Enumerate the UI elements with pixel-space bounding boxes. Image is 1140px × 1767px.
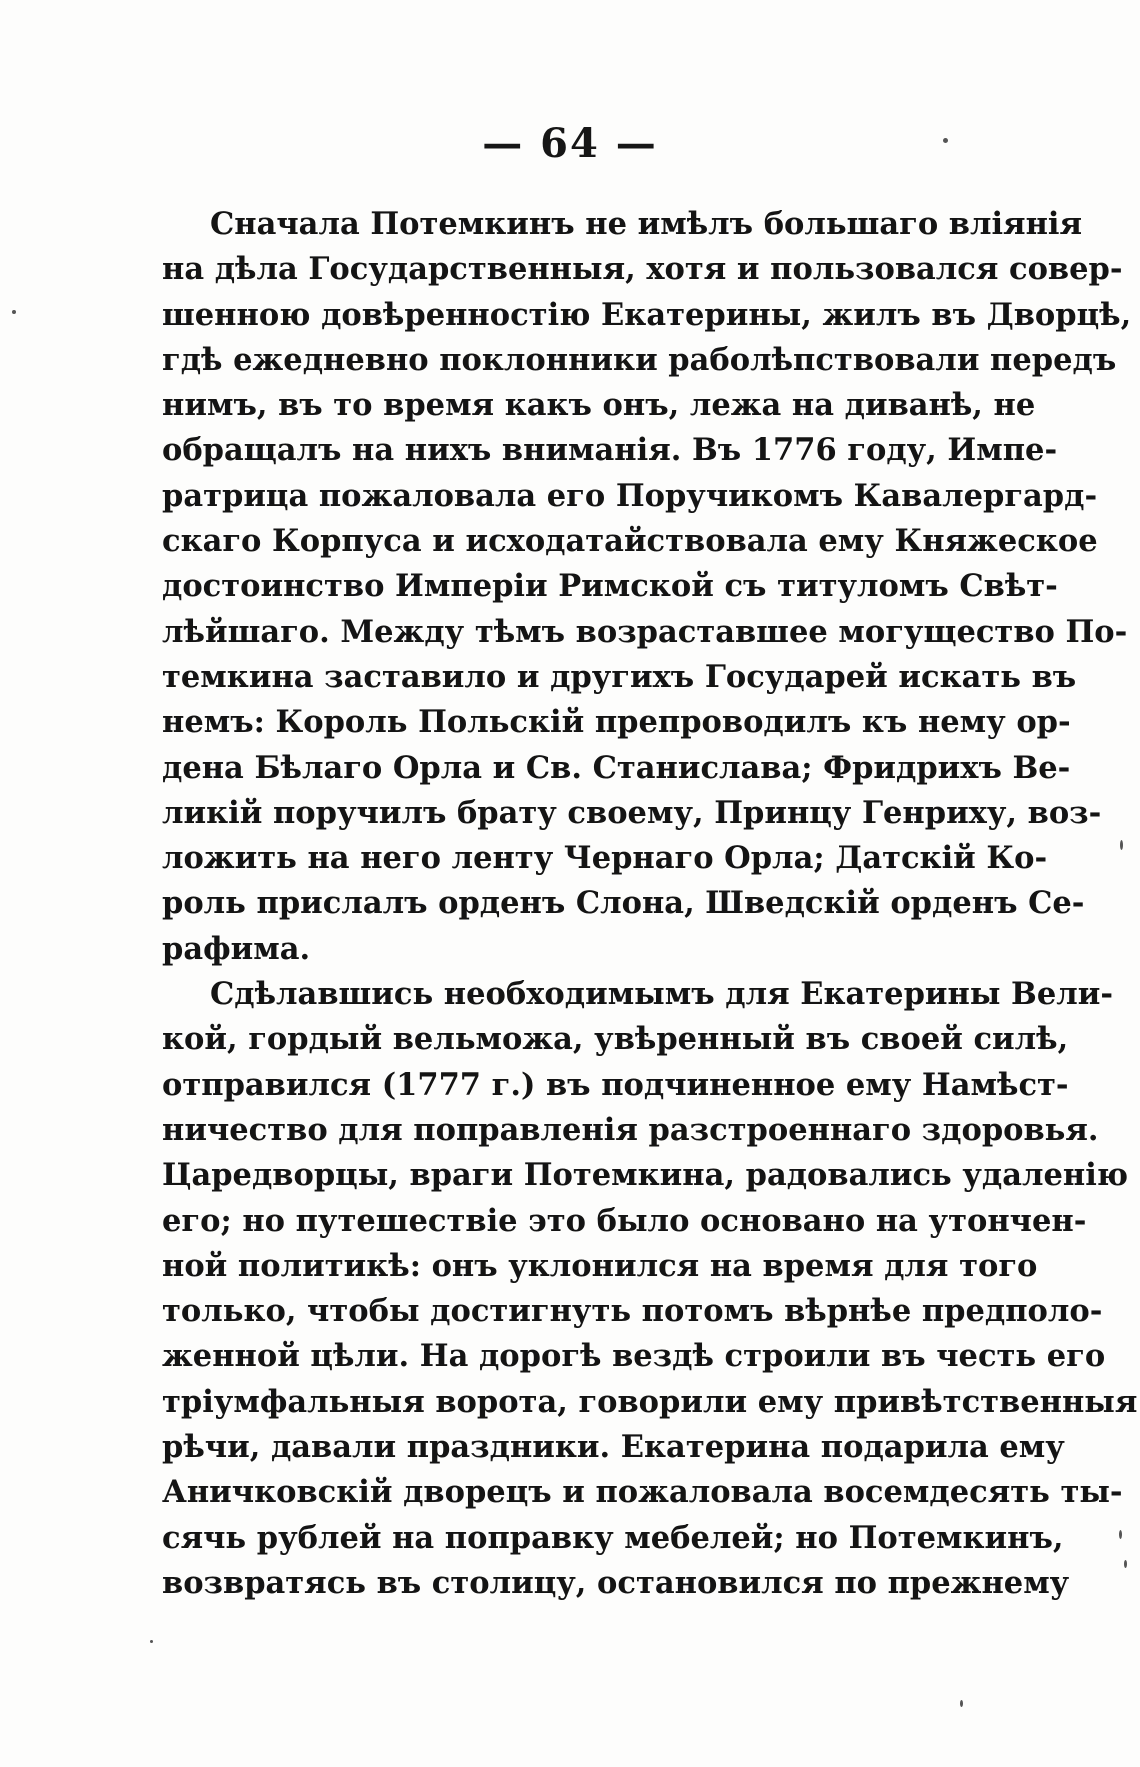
text-line: обращалъ на нихъ вниманія. Въ 1776 году, Импе- <box>162 432 1058 469</box>
scan-speck <box>1120 840 1123 850</box>
text-line: на дѣла Государственныя, хотя и пользовался совер- <box>162 251 1123 288</box>
text-line: ложить на него ленту Чернаго Орла; Датскій Ко- <box>162 840 1048 877</box>
scan-speck <box>960 1700 963 1707</box>
text-body <box>162 202 1138 1606</box>
scan-speck <box>12 310 16 314</box>
text-line: только, чтобы достигнуть потомъ вѣрнѣе предполо- <box>162 1293 1103 1330</box>
text-line: достоинство Имперіи Римской съ титуломъ Свѣт- <box>162 568 1058 605</box>
scan-speck <box>150 1640 153 1643</box>
text-line: Царедворцы, враги Потемкина, радовались удаленію <box>162 1157 1129 1194</box>
text-line: роль прислалъ орденъ Слона, Шведскій орденъ Се- <box>162 885 1085 922</box>
text-line: ратрица пожаловала его Поручикомъ Кавалергард- <box>162 477 1098 514</box>
text-line: возвратясь въ столицу, остановился по прежнему <box>162 1564 1070 1601</box>
text-line: Сначала Потемкинъ не имѣлъ большаго вліянія <box>210 206 1083 242</box>
text-line: тріумфальныя ворота, говорили ему привѣтственныя <box>162 1383 1138 1420</box>
text-line: нимъ, въ то время какъ онъ, лежа на диванѣ, не <box>162 387 1036 424</box>
scan-speck <box>1124 1560 1127 1568</box>
text-line: ничество для поправленія разстроеннаго здоровья. <box>162 1111 1099 1148</box>
paragraph-2 <box>162 972 1138 1606</box>
text-line: ной политикѣ: онъ уклонился на время для того <box>162 1247 1038 1284</box>
text-line: немъ: Король Польскій препроводилъ къ нему ор- <box>162 704 1071 741</box>
text-line: его; но путешествіе это было основано на утончен- <box>162 1202 1087 1239</box>
text-line: кой, гордый вельможа, увѣренный въ своей силѣ, <box>162 1021 1069 1058</box>
text-line: рафима. <box>162 930 311 967</box>
text-line: темкина заставило и другихъ Государей искать въ <box>162 658 1077 695</box>
page-number: — 64 — <box>482 120 658 167</box>
text-line: ликій поручилъ брату своему, Принцу Генриху, воз- <box>162 794 1102 831</box>
text-line: женной цѣли. На дорогѣ вездѣ строили въ честь его <box>162 1338 1106 1375</box>
text-line: гдѣ ежедневно поклонники раболѣпствовали передъ <box>162 341 1117 378</box>
text-line: шенною довѣренностію Екатерины, жилъ въ Дворцѣ, <box>162 296 1132 333</box>
paragraph-1 <box>162 202 1132 972</box>
text-line: Сдѣлавшись необходимымъ для Екатерины Вели- <box>210 976 1114 1013</box>
scan-speck <box>943 138 948 143</box>
text-line: скаго Корпуса и исходатайствовала ему Княжеское <box>162 523 1098 560</box>
text-line: Аничковскій дворецъ и пожаловала восемдесять ты- <box>162 1474 1123 1511</box>
text-line: отправился (1777 г.) въ подчиненное ему Намѣст- <box>162 1066 1069 1103</box>
text-line: лѣйшаго. Между тѣмъ возраставшее могущество По- <box>162 613 1128 650</box>
text-line: сячь рублей на поправку мебелей; но Потемкинъ, <box>162 1519 1064 1556</box>
text-line: рѣчи, давали праздники. Екатерина подарила ему <box>162 1429 1065 1466</box>
text-line: дена Бѣлаго Орла и Св. Станислава; Фридрихъ Ве- <box>162 749 1071 786</box>
scan-speck <box>1119 1530 1122 1539</box>
